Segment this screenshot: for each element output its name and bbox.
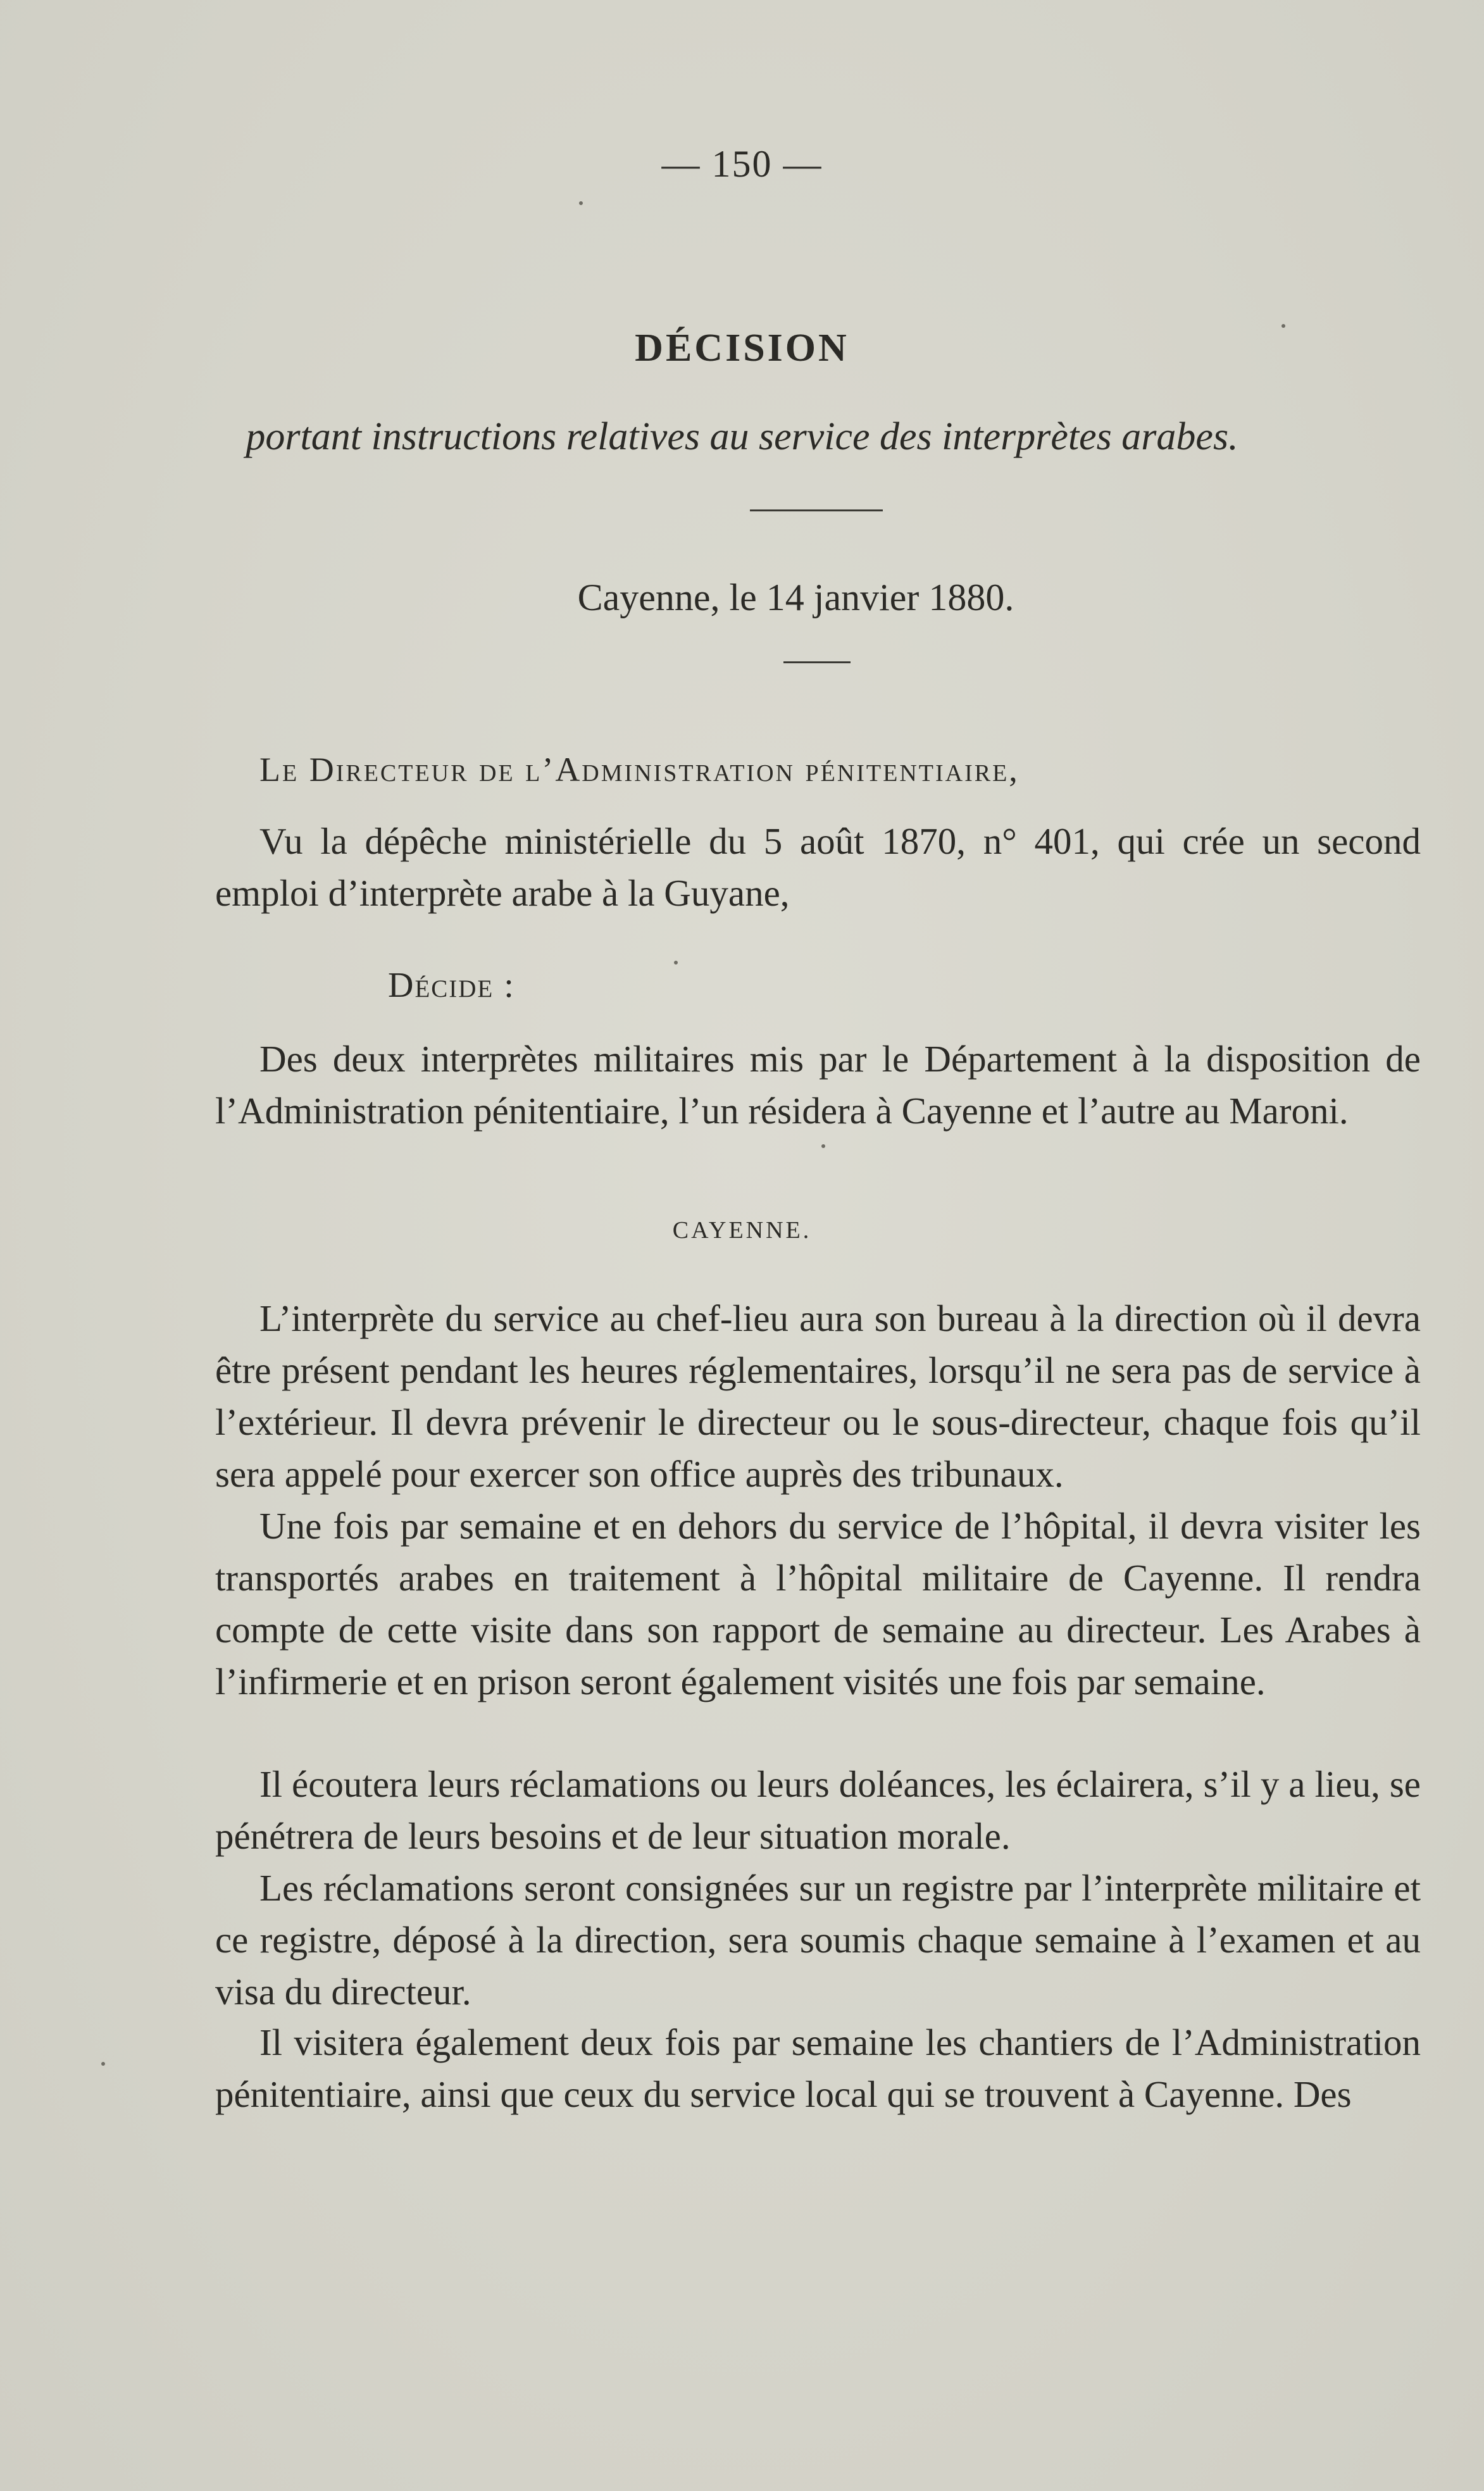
preamble-paragraph: Vu la dépêche ministérielle du 5 août 1870, n° 401, qui crée un second emploi d’interprète arabe à la Guyane,: [215, 820, 1421, 914]
body-paragraph: Une fois par semaine et en dehors du service de l’hôpital, il devra visiter les transportés arabes en traitement à l’hôpital militaire de Cayenne. Il rendra compte de cette visite dans son rapport de semaine au directeur. Les Arabes à l’infirmerie et en prison seront également visités une fois par semaine.: [215, 1505, 1421, 1702]
body-paragraph: Les réclamations seront consignées sur un registre par l’interprète militaire et ce registre, déposé à la direction, sera soumis chaque semaine à l’examen et au visa du directeur.: [215, 1867, 1421, 2013]
paper-speck: [579, 201, 583, 205]
section-heading: CAYENNE.: [672, 1217, 812, 1244]
divider-rule-short: [783, 661, 851, 663]
dateline: Cayenne, le 14 janvier 1880.: [577, 577, 1014, 618]
body-paragraph: L’interprète du service au chef-lieu aura son bureau à la direction où il devra être présent pendant les heures réglementaires, lorsqu’il ne sera pas de service à l’extérieur. Il devra prévenir le directeur ou le sous-directeur, chaque fois qu’il sera appelé pour exercer son office auprès des tribunaux.: [215, 1297, 1421, 1495]
decide-label: Décide :: [388, 966, 515, 1005]
paper-speck: [1281, 324, 1285, 328]
page-number: — 150 —: [661, 143, 823, 185]
paper-speck: [674, 961, 678, 965]
signatory-heading: Le Directeur de l’Administration pénitentiaire,: [259, 751, 1019, 789]
paper-speck: [101, 2062, 105, 2066]
decision-paragraph: Des deux interprètes militaires mis par le Département à la disposition de l’Administration pénitentiaire, l’un résidera à Cayenne et l’autre au Maroni.: [215, 1038, 1421, 1132]
body-paragraph: Il visitera également deux fois par semaine les chantiers de l’Administration pénitentiaire, ainsi que ceux du service local qui se trouvent à Cayenne. Des: [215, 2021, 1421, 2115]
paper-speck: [821, 1144, 825, 1148]
page-title: DÉCISION: [635, 327, 849, 370]
page-subtitle: portant instructions relatives au service des interprètes arabes.: [246, 415, 1238, 458]
body-paragraph: Il écoutera leurs réclamations ou leurs doléances, les éclairera, s’il y a lieu, se pénétrera de leurs besoins et de leur situation morale.: [215, 1763, 1421, 1857]
divider-rule: [750, 509, 883, 511]
